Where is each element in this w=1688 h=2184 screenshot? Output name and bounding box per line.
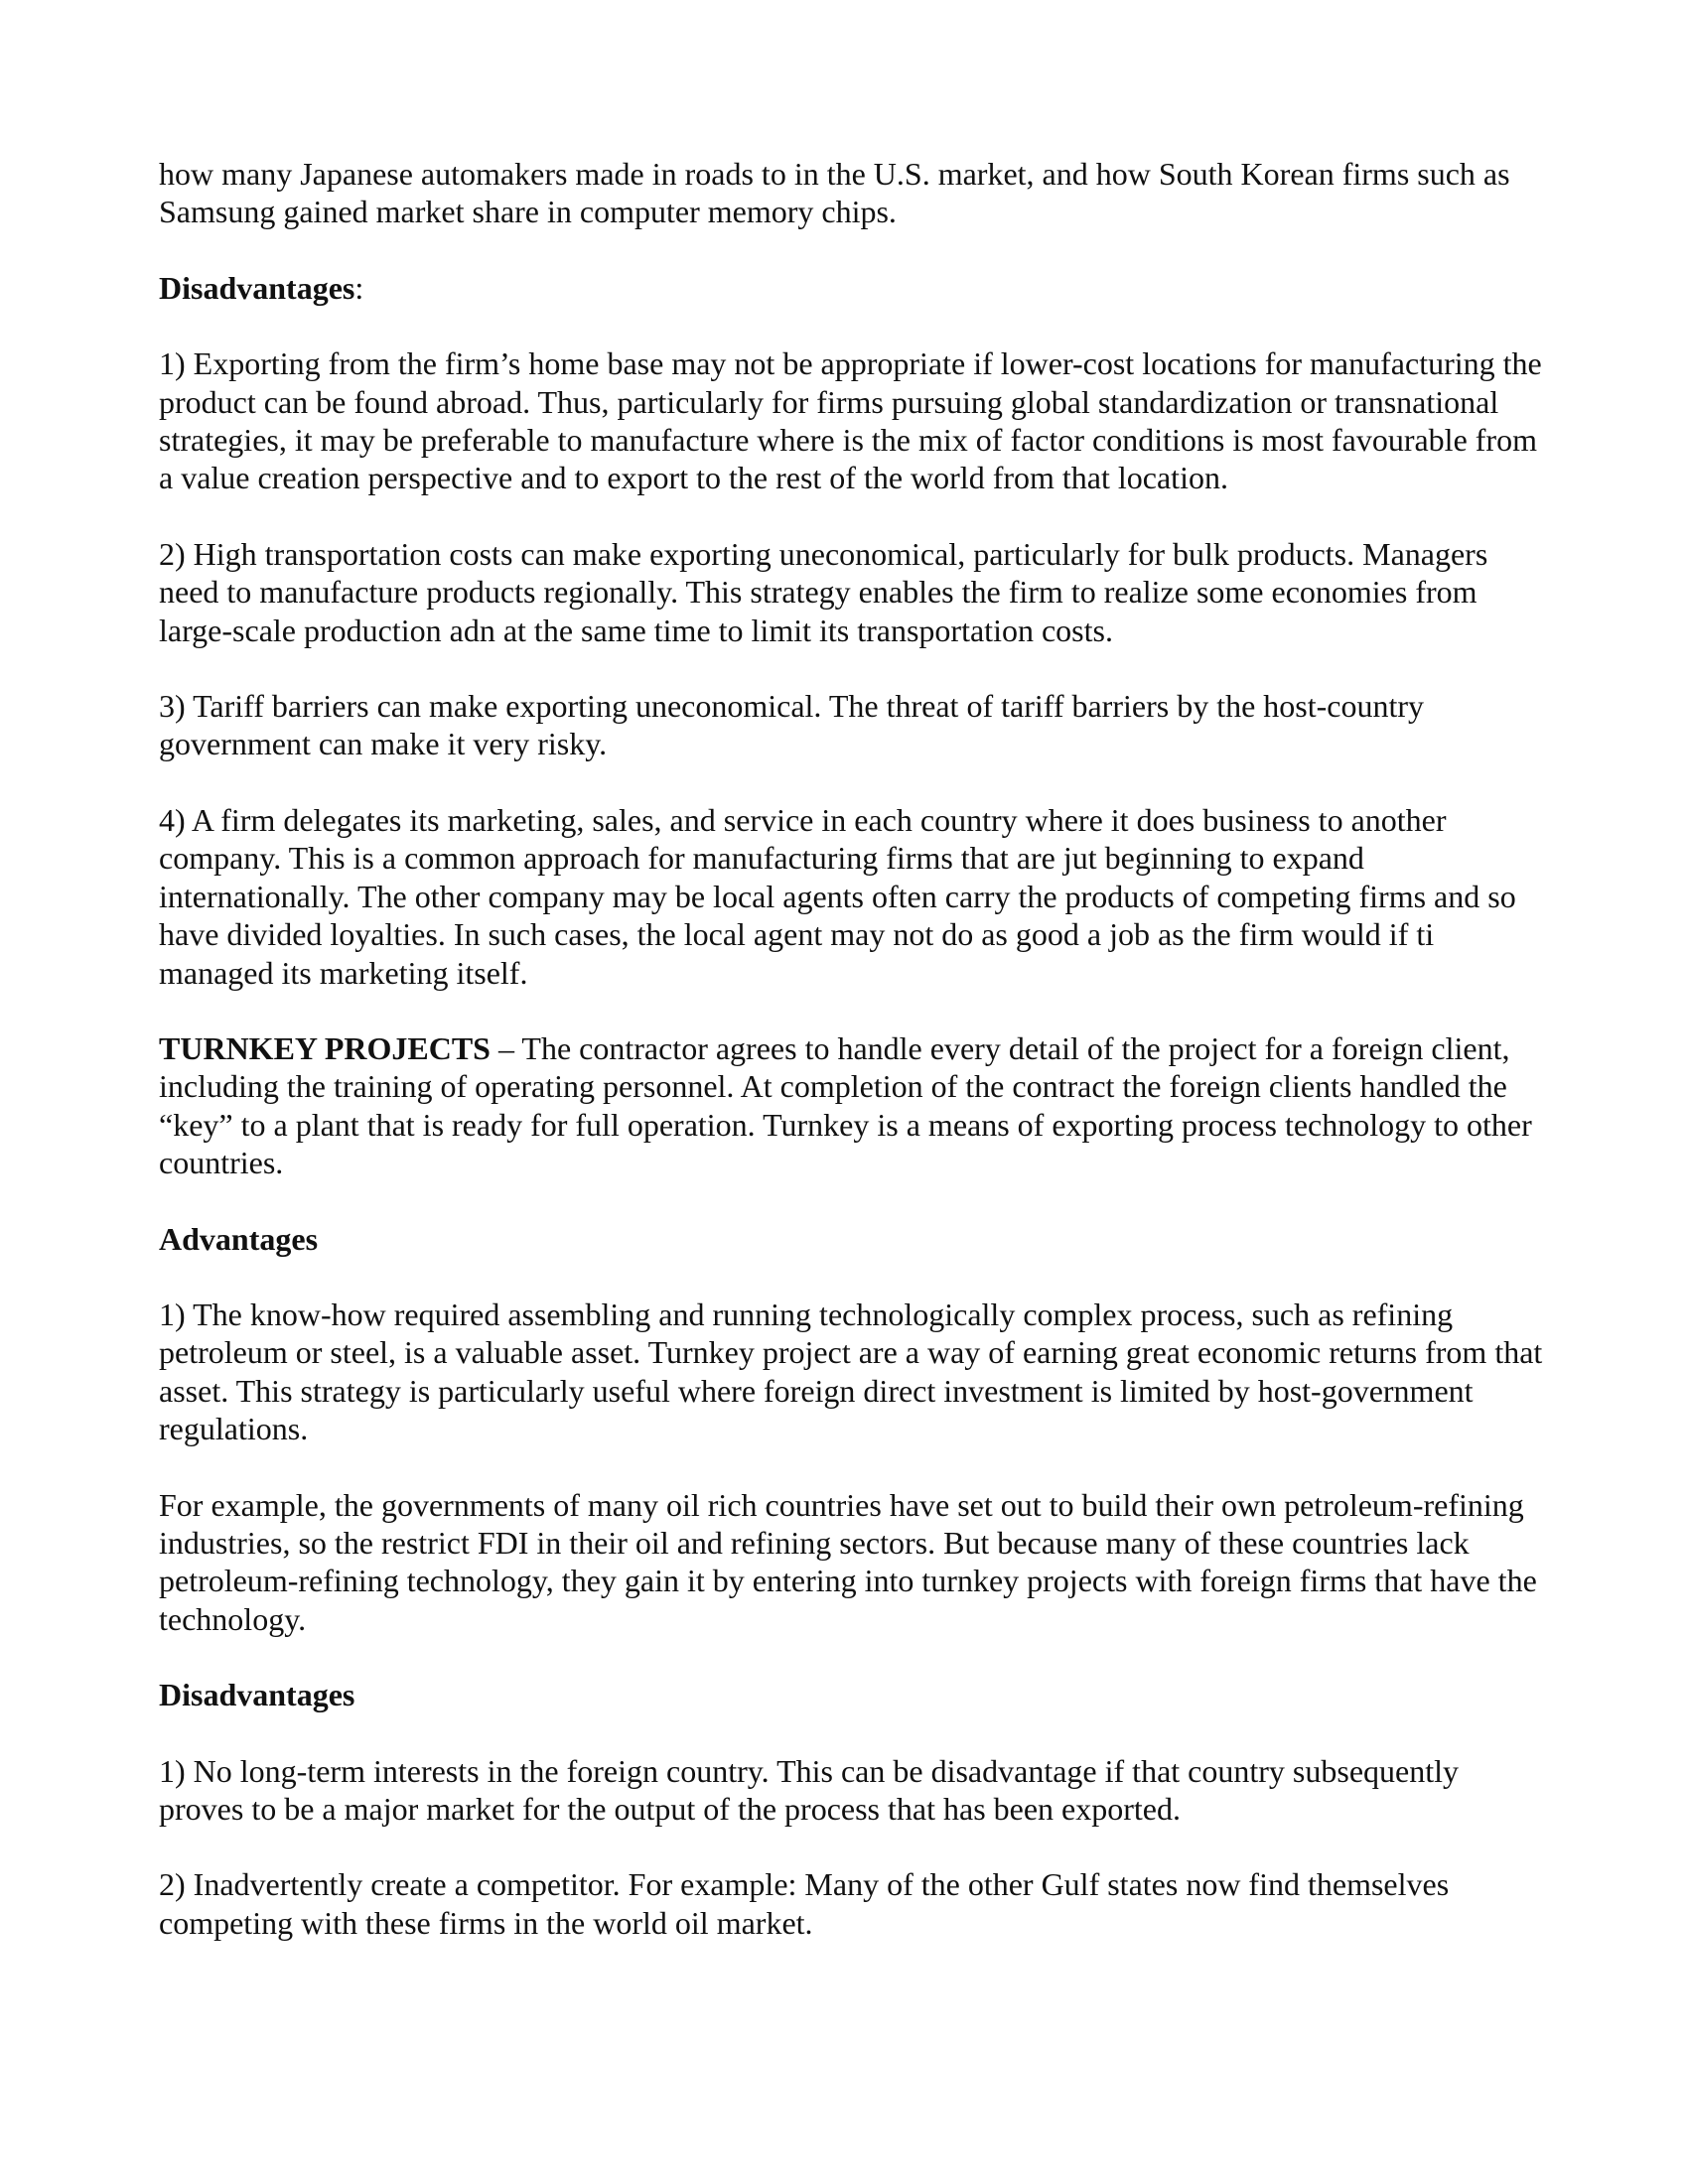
exporting-disadvantage-1: 1) Exporting from the firm’s home base may not be appropriate if lower-cost locations for manufacturing the product can be found abroad. Thus, particularly for firms pursuing global standardization or transnational strategies, it may be preferable to manufacture where is the mix of factor conditions is most favourable from a value creation perspective and to export to the rest of the world from that location. (159, 345, 1542, 496)
exporting-disadvantage-2: 2) High transportation costs can make exporting uneconomical, particularly for bulk products. Managers need to manufacture products regionally. This strategy enables the firm to realize some economies from large-scale production adn at the same time to limit its transportation costs. (159, 535, 1488, 648)
heading-text: Disadvantages (159, 269, 355, 306)
turnkey-advantages-heading: Advantages (159, 1220, 319, 1257)
document-page (159, 155, 1549, 1979)
turnkey-heading: TURNKEY PROJECTS (159, 1029, 491, 1066)
exporting-disadvantage-3: 3) Tariff barriers can make exporting uneconomical. The threat of tariff barriers by the host-country government can make it very risky. (159, 688, 1425, 762)
exporting-disadvantages-heading (159, 269, 1549, 307)
turnkey-disadvantage-1: 1) No long-term interests in the foreign country. This can be disadvantage if that country subsequently proves to be a major market for the output of the process that has been exported. (159, 1752, 1459, 1827)
intro-paragraph: how many Japanese automakers made in roads to in the U.S. market, and how South Korean firms such as Samsung gained market share in computer memory chips. (159, 156, 1510, 230)
turnkey-text: – The contractor agrees to handle every detail of the project for a foreign client, including the training of operating personnel. At completion of the contract the foreign clients handled the “key” to a plant that is ready for full operation. Turnkey is a means of exporting process technology to other countries. (159, 1029, 1532, 1181)
turnkey-advantage-1: 1) The know-how required assembling and running technologically complex process, such as refining petroleum or steel, is a valuable asset. Turnkey project are a way of earning great economic returns from that asset. This strategy is particularly useful where foreign direct investment is limited by host-government regulations. (159, 1296, 1543, 1447)
turnkey-paragraph (159, 1029, 1549, 1182)
turnkey-advantage-example: For example, the governments of many oil rich countries have set out to build their own petroleum-refining industries, so the restrict FDI in their oil and refining sectors. But because many of these countries lack petroleum-refining technology, they gain it by entering into turnkey projects with foreign firms that have the technology. (159, 1486, 1537, 1637)
turnkey-disadvantages-heading: Disadvantages (159, 1677, 355, 1713)
heading-colon: : (354, 269, 364, 306)
turnkey-disadvantage-2: 2) Inadvertently create a competitor. For example: Many of the other Gulf states now find themselves competing with these firms in the world oil market. (159, 1866, 1450, 1941)
exporting-disadvantage-4: 4) A firm delegates its marketing, sales, and service in each country where it does business to another company. This is a common approach for manufacturing firms that are jut beginning to expand internationally. The other company may be local agents often carry the products of competing firms and so have divided loyalties. In such cases, the local agent may not do as good a job as the firm would if ti managed its marketing itself. (159, 801, 1516, 991)
